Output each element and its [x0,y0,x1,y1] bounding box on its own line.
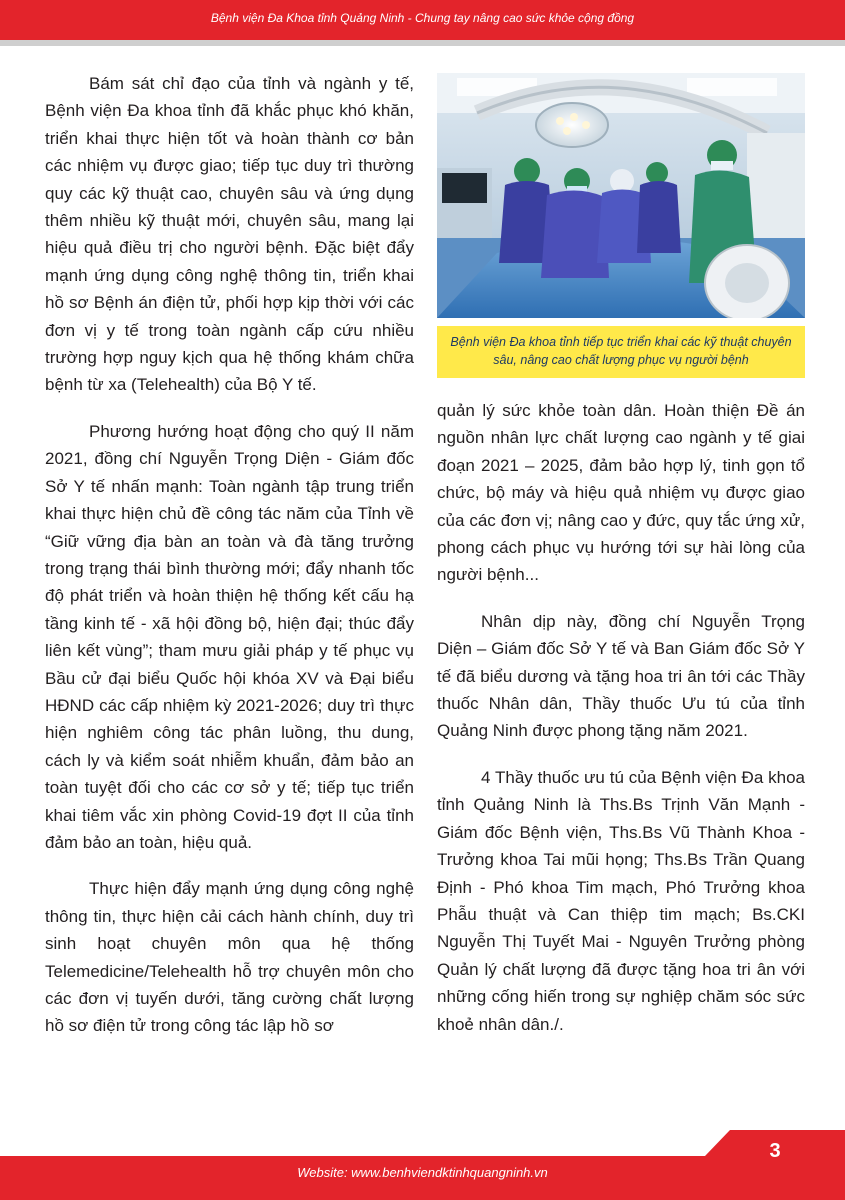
left-text-column [45,70,414,1040]
paragraph: Nhân dịp này, đồng chí Nguyễn Trọng Diện – Giám đốc Sở Y tế và Ban Giám đốc Sở Y tế đã biểu dương và tặng hoa tri ân tới các Thầy thuốc Nhân dân, Thầy thuốc Ưu tú của tỉnh Quảng Ninh được phong tặng năm 2021. [437,611,805,741]
header-tagline: Bệnh viện Đa Khoa tỉnh Quảng Ninh - Chung tay nâng cao sức khỏe cộng đồng [210,11,635,25]
website-link[interactable]: Website: www.benhviendktinhquangninh.vn [297,1165,548,1180]
right-text-column [437,397,805,1038]
paragraph: Phương hướng hoạt động cho quý II năm 2021, đồng chí Nguyễn Trọng Diện - Giám đốc Sở Y tế nhấn mạnh: Toàn ngành tập trung triển khai thực hiện chủ đề công tác năm của Tỉnh về “Giữ vững địa bàn an toàn và đà tăng trưởng trong trạng thái bình thường mới; đẩy nhanh tốc độ phát triển và hoàn thiện hệ thống kết cấu hạ tầng kinh tế - xã hội đồng bộ, hiện đại; thúc đẩy liên kết vùng”; tham mưu giải pháp y tế phục vụ Bầu cử đại biểu Quốc hội khóa XV và Đại biểu HĐND các cấp nhiệm kỳ 2021-2026; duy trì thực hiện nghiêm công tác phân luồng, thu dung, cách ly và kiểm soát nhiễm khuẩn, đảm bảo an toàn tuyệt đối cho các cơ sở y tế; tiếp tục triển khai tiêm vắc xin phòng Covid-19 đợt II của tỉnh đảm bảo an toàn, hiệu quả. [45,421,414,852]
header-bar [0,0,845,40]
photo-caption: Bệnh viện Đa khoa tỉnh tiếp tục triển khai các kỹ thuật chuyên sâu, nâng cao chất lượng phục vụ người bệnh [437,326,805,378]
page-number: 3 [769,1140,781,1162]
paragraph: 4 Thầy thuốc ưu tú của Bệnh viện Đa khoa tỉnh Quảng Ninh là Ths.Bs Trịnh Văn Mạnh - Giám đốc Bệnh viện, Ths.Bs Vũ Thành Khoa - Trưởng khoa Tai mũi họng; Ths.Bs Trần Quang Định - Phó khoa Tim mạch, Phó Trưởng khoa Phẫu thuật và Can thiệp tim mạch; Bs.CKI Nguyễn Thị Tuyết Mai - Nguyên Trưởng phòng Quản lý chất lượng đã được tặng hoa tri ân với những cống hiến trong sự nghiệp chăm sóc sức khoẻ nhân dân./. [437,767,805,1034]
paragraph: quản lý sức khỏe toàn dân. Hoàn thiện Đề án nguồn nhân lực chất lượng cao ngành y tế giai đoạn 2021 – 2025, đảm bảo hợp lý, tinh gọn tổ chức, bộ máy và hiệu quả nhiệm vụ được giao của các đơn vị; nâng cao y đức, quy tắc ứng xử, phong cách phục vụ hướng tới sự hài lòng của người bệnh... [437,401,805,585]
surgery-photo [437,73,805,318]
paragraph: Bám sát chỉ đạo của tỉnh và ngành y tế, Bệnh viện Đa khoa tỉnh đã khắc phục khó khăn, triển khai thực hiện tốt và hoàn thành cơ bản các nhiệm vụ được giao; tiếp tục duy trì thường quy các kỹ thuật cao, chuyên sâu và ứng dụng thêm nhiều kỹ thuật mới, chuyên sâu, mang lại hiệu quả điều trị cho người bệnh. Đặc biệt đẩy mạnh ứng dụng công nghệ thông tin, triển khai hồ sơ Bệnh án điện tử, phối hợp kịp thời với các đơn vị y tế trong toàn ngành cấp cứu nhiều trường hợp nguy kịch qua hệ thống khám chữa bệnh từ xa (Telehealth) của Bộ Y tế. [45,74,414,395]
page-header [0,0,845,46]
page-footer [0,1130,845,1200]
paragraph: Thực hiện đẩy mạnh ứng dụng công nghệ thông tin, thực hiện cải cách hành chính, duy trì sinh hoạt chuyên môn qua hệ thống Telemedicine/Telehealth hỗ trợ chuyên môn cho các đơn vị tuyến dưới, tăng cường chất lượng hồ sơ điện tử trong công tác lập hồ sơ [45,879,414,1036]
header-divider [0,40,845,46]
